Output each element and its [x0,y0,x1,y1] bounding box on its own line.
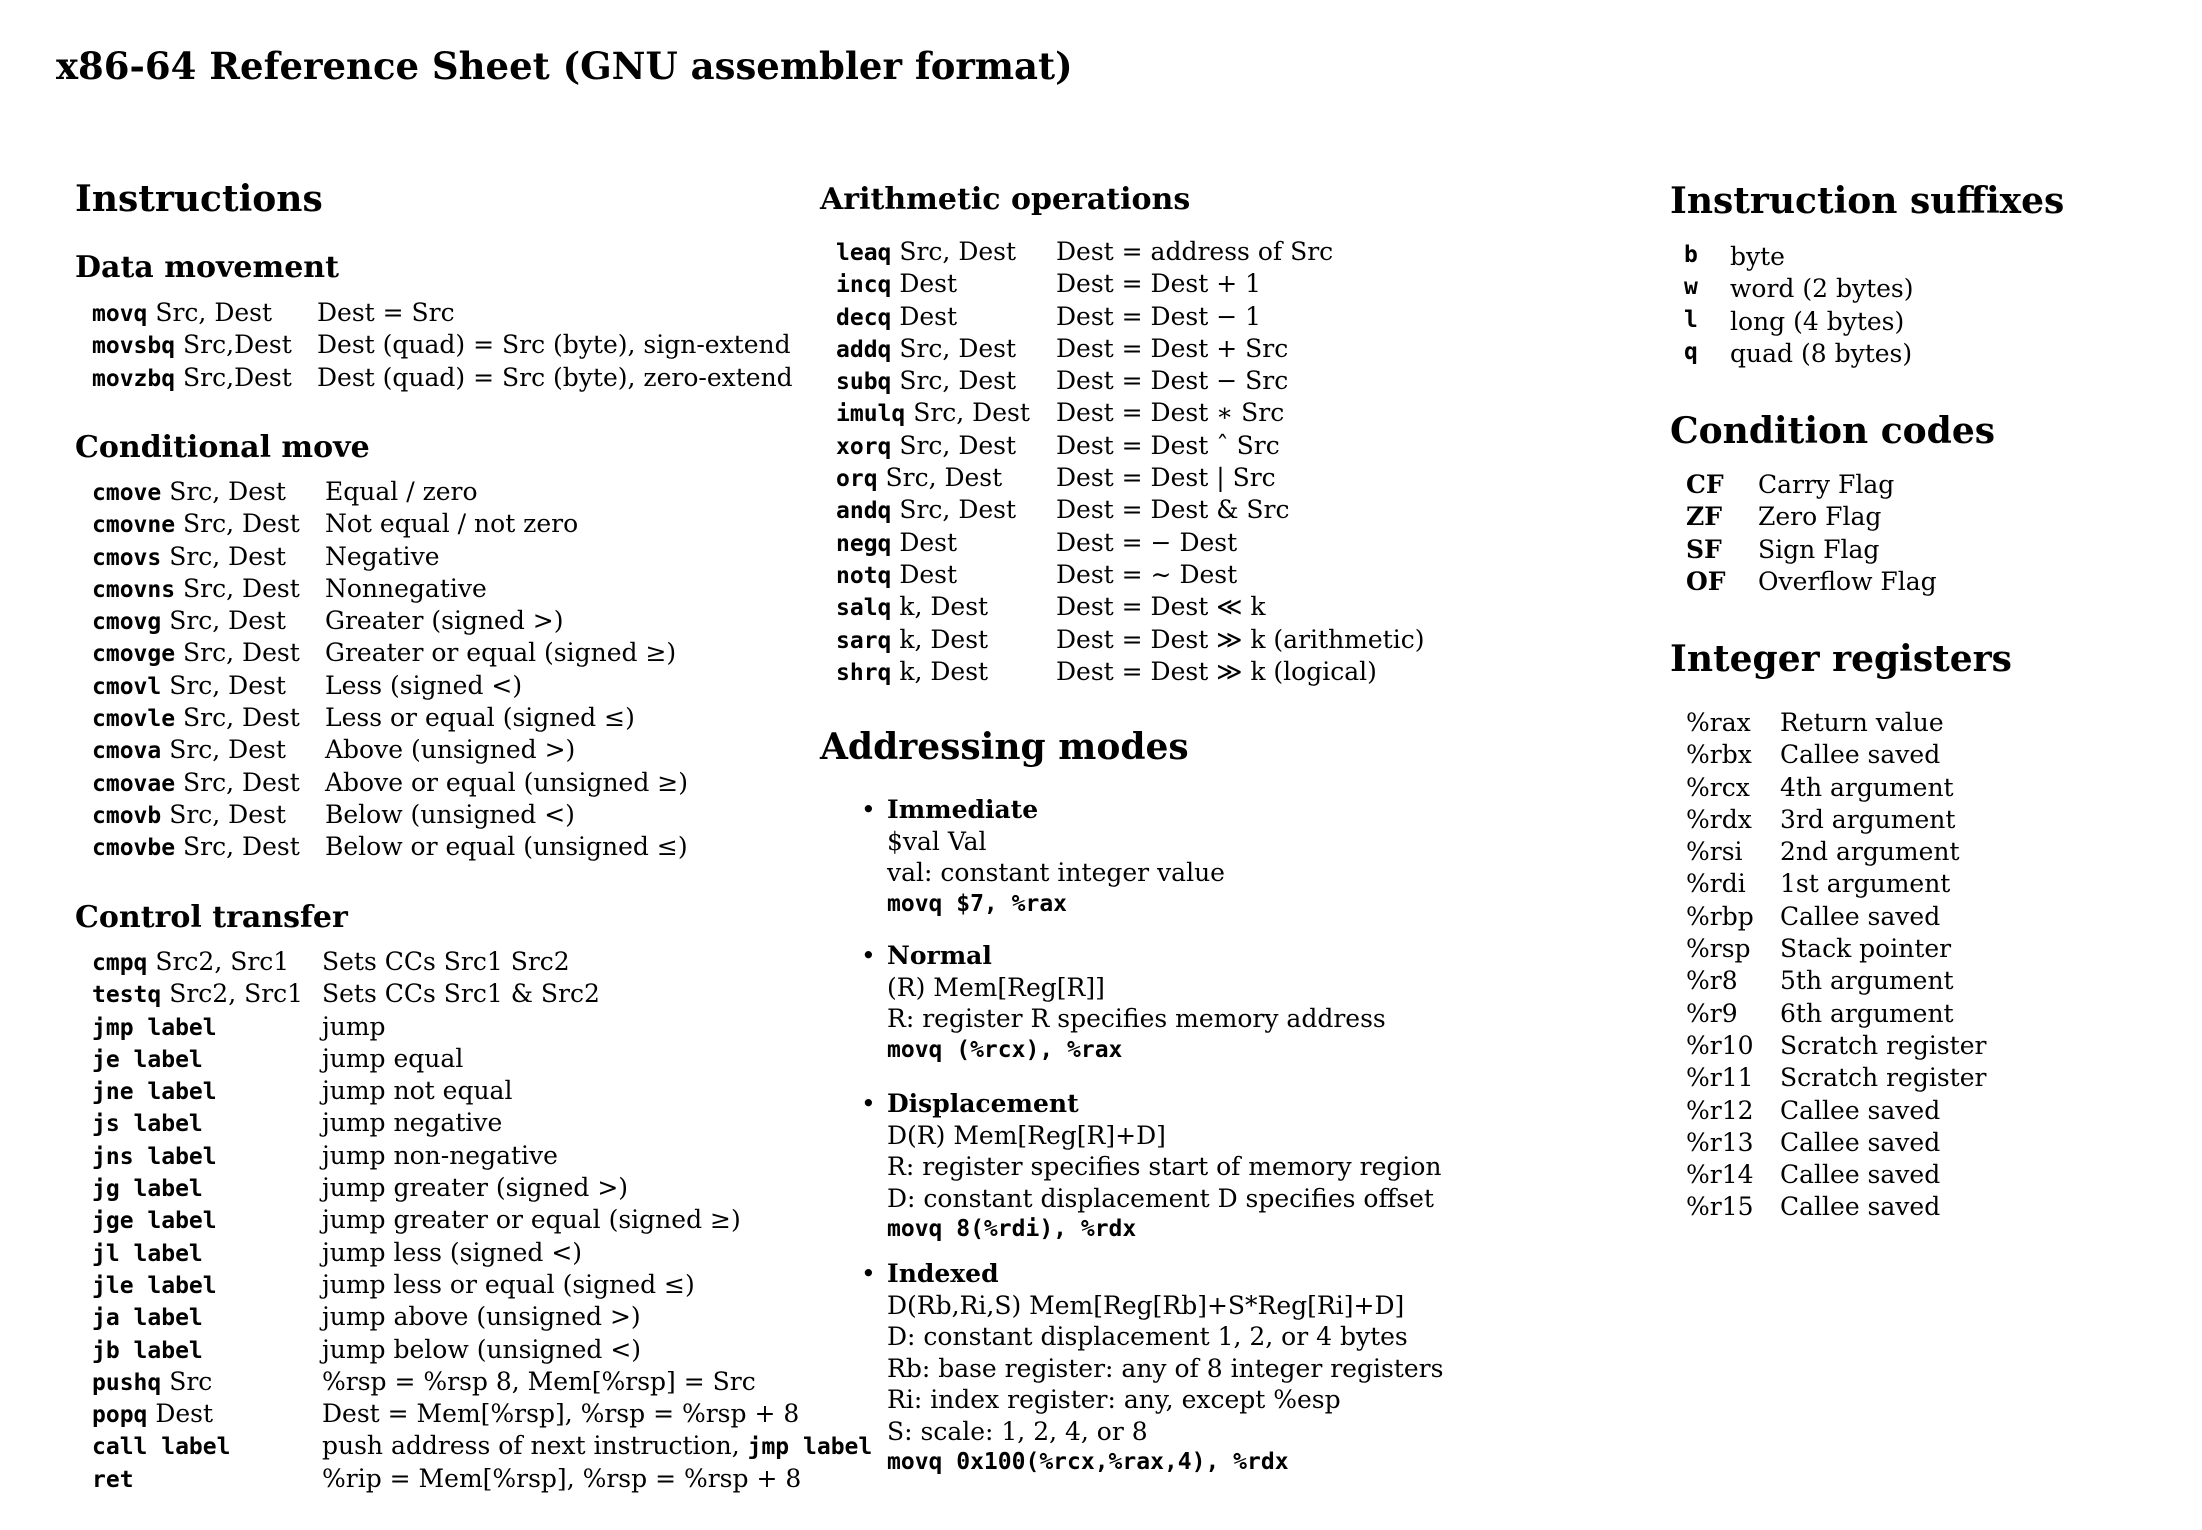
instruction-operands: Dest [155,1399,214,1429]
instruction-row [92,362,792,394]
instruction-description: jump greater or equal (signed ≥) [322,1205,741,1235]
instruction-description: Equal / zero [325,477,478,506]
register-key: %r11 [1686,1063,1754,1093]
register-description: Callee saved [1780,1192,1941,1222]
instruction-row [92,1075,852,1107]
register-description: Callee saved [1780,1127,1941,1157]
register-description: Callee saved [1780,901,1941,931]
register-key: %r8 [1686,966,1738,996]
instruction-row [92,831,792,863]
register-row [1686,1063,2106,1095]
instruction-row [836,591,1456,623]
register-row [1686,1192,2106,1224]
addressing-mode-detail: D(Rb,Ri,S) Mem[Reg[Rb]+S*Reg[Ri]+D] [887,1290,1405,1320]
registers-table [1686,708,2106,1225]
instruction-description: Above or equal (unsigned ≥) [325,767,689,797]
addressing-mode-detail: D: constant displacement 1, 2, or 4 bytes [887,1322,1408,1351]
instruction-operands: Dest [899,269,958,299]
instruction-row [92,1011,852,1043]
register-description: 5th argument [1780,966,1954,996]
condition-code-key: OF [1686,566,1726,596]
addressing-mode-detail: Rb: base register: any of 8 integer registers [887,1353,1444,1383]
addressing-mode-example: movq 0x100(%rcx,%rax,4), %rdx [887,1449,1289,1475]
registers-heading: Integer registers [1670,638,2012,680]
addressing-mode-example: movq (%rcx), %rax [887,1036,1123,1063]
addressing-mode [861,1258,1444,1479]
condition-code-key: SF [1686,534,1722,564]
instruction-mnemonic: shrq [836,659,892,686]
instruction-row [92,508,792,540]
condition-code-row [1686,535,2086,567]
instruction-description: Sets CCs Src1 Src2 [322,947,570,976]
instruction-row [92,1107,852,1139]
instruction-description: jump greater (signed >) [322,1173,629,1203]
register-row [1686,1096,2106,1128]
addressing-mode-detail: Ri: index register: any, except %esp [887,1385,1341,1414]
instruction-mnemonic: cmovbe [92,835,176,862]
instruction-row [836,430,1456,462]
instruction-mnemonic: jl label [92,1240,203,1267]
register-description: Callee saved [1780,1160,1941,1190]
instruction-description: Dest (quad) = Src (byte), zero-extend [317,362,793,392]
register-row [1686,708,2106,740]
instruction-mnemonic: cmovg [92,609,162,636]
register-description: Return value [1780,708,1944,737]
instruction-description: Dest = Dest − 1 [1056,301,1262,331]
instruction-row [836,494,1456,526]
register-description: Callee saved [1780,1095,1941,1125]
suffix-row [1684,339,2084,371]
instruction-mnemonic: sarq [836,627,892,654]
register-row [1686,740,2106,772]
register-key: %r13 [1686,1127,1754,1157]
instruction-row [92,1204,852,1236]
register-row [1686,1160,2106,1192]
instruction-mnemonic: notq [836,562,892,589]
instruction-description: Not equal / not zero [325,509,579,539]
instruction-row [92,637,792,669]
suffix-key: b [1684,242,1698,268]
condition-code-row [1686,470,2086,502]
instruction-operands: Src, Dest [169,477,286,506]
conditional-move-table [92,476,792,864]
instruction-row [92,605,792,637]
instruction-mnemonic: cmovb [92,802,162,829]
instruction-description: jump equal [322,1043,464,1073]
instruction-description: jump below (unsigned <) [322,1334,642,1364]
instruction-mnemonic: jb label [92,1337,203,1364]
instruction-operands: Src, Dest [899,366,1017,396]
instruction-mnemonic: andq [836,498,892,525]
instruction-mnemonic: cmpq [92,950,148,976]
suffix-key: q [1684,338,1698,365]
addressing-mode-name: Indexed [887,1259,999,1288]
register-key: %rsi [1686,837,1743,867]
instruction-mnemonic: jns label [92,1143,217,1170]
instruction-description: Less or equal (signed ≤) [325,703,635,733]
register-description: Callee saved [1780,740,1941,770]
suffix-description: long (4 bytes) [1730,306,1905,336]
instruction-description: push address of next instruction, [322,1431,748,1461]
instruction-mnemonic: orq [836,466,878,493]
control-transfer-heading: Control transfer [75,900,348,935]
instruction-operands: k, Dest [899,656,989,686]
instruction-mnemonic: cmove [92,480,162,506]
register-row [1686,1031,2106,1063]
condition-code-description: Zero Flag [1758,502,1882,532]
register-description: Scratch register [1780,1063,1987,1093]
condition-codes-heading: Condition codes [1670,410,1995,452]
instruction-description: %rsp = %rsp 8, Mem[%rsp] = Src [322,1366,756,1396]
instruction-row [92,297,792,329]
instruction-operands: Src, Dest [183,509,300,539]
instruction-row [92,978,852,1010]
suffix-row [1684,242,2084,274]
instruction-description: Dest = Dest ≫ k (arithmetic) [1056,624,1425,654]
instruction-operands: Dest [899,559,958,589]
instruction-description: jump less or equal (signed ≤) [322,1269,695,1299]
instruction-mnemonic: jne label [92,1079,217,1106]
addressing-mode-name: Immediate [887,795,1039,824]
register-description: 2nd argument [1780,837,1960,867]
instruction-operands: Src2, Src1 [169,979,304,1009]
instruction-operands: k, Dest [899,624,989,654]
instruction-description: jump not equal [322,1076,513,1106]
instruction-operands: Src [169,1366,213,1396]
register-row [1686,773,2106,805]
instruction-mnemonic: testq [92,982,162,1009]
instruction-description: Dest = Dest ≫ k (logical) [1056,656,1377,686]
instruction-mnemonic: cmovae [92,770,176,797]
register-key: %rcx [1686,772,1750,802]
instruction-description: Below or equal (unsigned ≤) [325,832,688,862]
instruction-operands: Src, Dest [169,735,286,765]
instruction-row [836,624,1456,656]
instruction-description: jump non-negative [322,1140,558,1170]
instruction-description: Dest = − Dest [1056,527,1238,557]
addressing-mode-detail: R: register R specifies memory address [887,1004,1386,1033]
instruction-description: Sets CCs Src1 & Src2 [322,979,600,1009]
instruction-mnemonic: js label [92,1111,203,1138]
instruction-row [92,767,792,799]
condition-code-description: Sign Flag [1758,534,1880,564]
instruction-row [836,333,1456,365]
instruction-operands: Dest [899,301,958,331]
instruction-row [92,329,792,361]
instruction-row [92,1172,852,1204]
instruction-mnemonic: ja label [92,1305,203,1332]
instruction-mnemonic: pushq [92,1369,162,1396]
condition-code-key: ZF [1686,502,1722,532]
instruction-operands: Src,Dest [183,330,292,360]
register-key: %r12 [1686,1095,1754,1125]
instruction-row [92,541,792,573]
instruction-row [92,1398,852,1430]
instruction-mnemonic: popq [92,1402,148,1429]
addressing-mode-name: Normal [887,941,992,970]
instruction-description: Less (signed <) [325,670,523,700]
instruction-mnemonic: movsbq [92,333,176,360]
instruction-description: Dest (quad) = Src (byte), sign-extend [317,330,791,360]
instruction-description: jump less (signed <) [322,1237,583,1267]
register-row [1686,966,2106,998]
instruction-mnemonic: cmovge [92,641,176,668]
addressing-mode [861,1088,1442,1246]
addressing-mode-example: movq 8(%rdi), %rdx [887,1216,1137,1242]
instruction-operands: Src, Dest [913,398,1030,428]
condition-codes-table [1686,470,2086,599]
instruction-operands: Src2, Src1 [155,947,290,976]
instruction-operands: Src, Dest [169,541,286,571]
instruction-row [92,1463,852,1495]
instruction-description: Dest = Dest ∗ Src [1056,398,1285,428]
instruction-row [92,476,792,508]
instruction-description: Dest = Dest | Src [1056,463,1276,493]
condition-code-row [1686,502,2086,534]
instruction-mnemonic: call label [92,1434,231,1461]
instruction-description: Dest = Dest ≪ k [1056,592,1266,622]
instruction-row [92,1043,852,1075]
instruction-description: Above (unsigned >) [325,735,576,765]
instruction-operands: Src, Dest [885,463,1003,493]
instruction-operands: Src, Dest [899,237,1017,266]
instruction-row [92,702,792,734]
instruction-row [836,559,1456,591]
instruction-mnemonic: cmovns [92,576,176,603]
register-key: %rbp [1686,901,1754,931]
instruction-mnemonic: decq [836,304,892,331]
instruction-mnemonic: salq [836,595,892,622]
control-transfer-table [92,946,873,1495]
arithmetic-table [836,236,1456,688]
instruction-description: Dest = Mem[%rsp], %rsp = %rsp + 8 [322,1399,800,1429]
register-key: %rsp [1686,934,1751,964]
instruction-operands: Src, Dest [183,767,300,797]
instruction-description: Below (unsigned <) [325,799,575,829]
instruction-row [92,1140,852,1172]
addressing-mode-detail: (R) Mem[Reg[R]] [887,972,1105,1002]
instruction-description: Dest = Dest − Src [1056,366,1289,396]
instruction-operands: Src,Dest [183,362,292,392]
suffix-row [1684,307,2084,339]
instruction-mnemonic: incq [836,272,892,299]
instruction-mnemonic: jmp label [92,1014,217,1041]
instruction-row [92,734,792,766]
addressing-mode-detail: $val Val [887,826,987,856]
instruction-operands: Src, Dest [899,430,1017,460]
suffix-description: byte [1730,242,1785,271]
register-key: %rdx [1686,804,1752,834]
instruction-description: Greater (signed >) [325,606,564,636]
instruction-row [92,1237,852,1269]
instruction-description: Dest = address of Src [1056,237,1334,266]
instruction-row [836,301,1456,333]
instruction-description: Greater or equal (signed ≥) [325,638,677,668]
instruction-row [92,946,852,978]
instruction-row [836,527,1456,559]
instruction-row [836,462,1456,494]
instruction-mnemonic: movq [92,301,148,327]
instruction-operands: k, Dest [899,592,989,622]
instruction-operands: Src, Dest [169,799,286,829]
register-row [1686,934,2106,966]
instruction-row [92,1430,873,1462]
instruction-mnemonic: xorq [836,433,892,460]
register-key: %r15 [1686,1192,1754,1222]
bullet-icon: • [861,1259,876,1288]
instruction-row [92,1334,852,1366]
instruction-mnemonic: imulq [836,401,906,428]
register-row [1686,869,2106,901]
register-row [1686,805,2106,837]
addressing-mode-detail: val: constant integer value [887,858,1225,887]
instruction-row [92,1366,852,1398]
instruction-description: jump negative [322,1108,503,1138]
instruction-operands: Src, Dest [899,333,1017,363]
instruction-mnemonic: cmovs [92,544,162,571]
addressing-mode-detail: S: scale: 1, 2, 4, or 8 [887,1416,1148,1446]
addressing-mode-detail: R: register specifies start of memory region [887,1152,1442,1181]
instruction-mnemonic: jge label [92,1208,217,1235]
instruction-description: Dest = Src [317,298,455,327]
suffix-key: w [1684,274,1698,301]
instruction-description: Dest = Dest + 1 [1056,269,1262,299]
instruction-description: Dest = Dest ˆ Src [1056,430,1280,460]
instruction-operands: Src, Dest [169,670,286,700]
suffix-key: l [1684,306,1698,333]
data-movement-table [92,297,792,394]
instruction-operands: Src, Dest [169,606,286,636]
register-description: 3rd argument [1780,804,1956,834]
instruction-operands: Dest [899,527,958,557]
arithmetic-heading: Arithmetic operations [820,182,1191,217]
instruction-description: %rip = Mem[%rsp], %rsp = %rsp + 8 [322,1463,802,1493]
instruction-mnemonic: cmova [92,738,162,765]
instruction-mnemonic: negq [836,530,892,557]
register-key: %r9 [1686,998,1738,1028]
suffix-description: quad (8 bytes) [1730,338,1913,368]
instruction-description: jump above (unsigned >) [322,1302,641,1332]
instruction-operands: Src, Dest [155,298,273,327]
instruction-row [836,236,1456,268]
register-description: 6th argument [1780,998,1954,1028]
instruction-row [92,670,792,702]
instruction-row [92,1269,852,1301]
condition-code-description: Overflow Flag [1758,566,1937,596]
instruction-operands: Src, Dest [183,638,300,668]
suffix-row [1684,274,2084,306]
suffixes-heading: Instruction suffixes [1670,180,2065,222]
register-key: %r14 [1686,1160,1754,1190]
addressing-mode [861,794,1225,920]
addressing-mode-example: movq $7, %rax [887,890,1068,917]
addressing-modes-heading: Addressing modes [820,726,1189,768]
register-row [1686,902,2106,934]
instruction-row [836,656,1456,688]
register-row [1686,999,2106,1031]
addressing-mode-name: Displacement [887,1089,1079,1118]
bullet-icon: • [861,795,876,824]
bullet-icon: • [861,1089,876,1118]
instruction-description: Nonnegative [325,573,487,603]
instruction-mnemonic: addq [836,336,892,363]
bullet-icon: • [861,941,876,970]
instruction-mnemonic: leaq [836,240,892,266]
instruction-mnemonic: subq [836,369,892,396]
instruction-operands: Src, Dest [183,703,300,733]
instruction-description: Dest = Dest + Src [1056,333,1289,363]
instruction-mnemonic: movzbq [92,365,176,392]
instruction-operands: Src, Dest [183,832,300,862]
instruction-mnemonic: jle label [92,1272,217,1299]
register-description: Scratch register [1780,1030,1987,1060]
instruction-description: Dest = Dest & Src [1056,495,1290,525]
instruction-row [836,365,1456,397]
instruction-mnemonic: jg label [92,1176,203,1203]
instruction-mnemonic: cmovne [92,512,176,539]
register-row [1686,837,2106,869]
instruction-description: Dest = ∼ Dest [1056,559,1238,589]
register-description: 4th argument [1780,772,1954,802]
condition-code-description: Carry Flag [1758,470,1895,499]
addressing-mode-detail: D(R) Mem[Reg[R]+D] [887,1120,1166,1150]
instruction-row [92,573,792,605]
suffix-description: word (2 bytes) [1730,274,1914,304]
condition-code-key: CF [1686,470,1724,499]
instruction-mnemonic: cmovle [92,706,176,733]
instruction-mnemonic: cmovl [92,673,162,700]
addressing-mode [861,940,1386,1066]
instruction-row [92,799,792,831]
instruction-description: Negative [325,541,440,571]
instruction-mnemonic: je label [92,1046,203,1073]
register-key: %rbx [1686,740,1752,770]
instruction-row [836,268,1456,300]
register-key: %rax [1686,708,1751,737]
addressing-mode-detail: D: constant displacement D specifies offset [887,1183,1434,1213]
register-description: 1st argument [1780,869,1951,899]
instruction-row [836,397,1456,429]
instruction-description-code: jmp label [747,1434,873,1461]
condition-code-row [1686,567,2086,599]
page-title: x86-64 Reference Sheet (GNU assembler format) [56,44,1073,88]
conditional-move-heading: Conditional move [75,430,370,465]
instruction-description: jump [322,1011,386,1041]
instruction-operands: Src, Dest [899,495,1017,525]
register-key: %rdi [1686,869,1746,899]
register-row [1686,1128,2106,1160]
instruction-operands: Src, Dest [183,573,300,603]
instruction-row [92,1301,852,1333]
instruction-mnemonic: ret [92,1466,134,1493]
suffixes-table [1684,242,2084,371]
instructions-heading: Instructions [75,178,323,220]
register-key: %r10 [1686,1030,1754,1060]
register-description: Stack pointer [1780,934,1952,964]
data-movement-heading: Data movement [75,250,339,285]
